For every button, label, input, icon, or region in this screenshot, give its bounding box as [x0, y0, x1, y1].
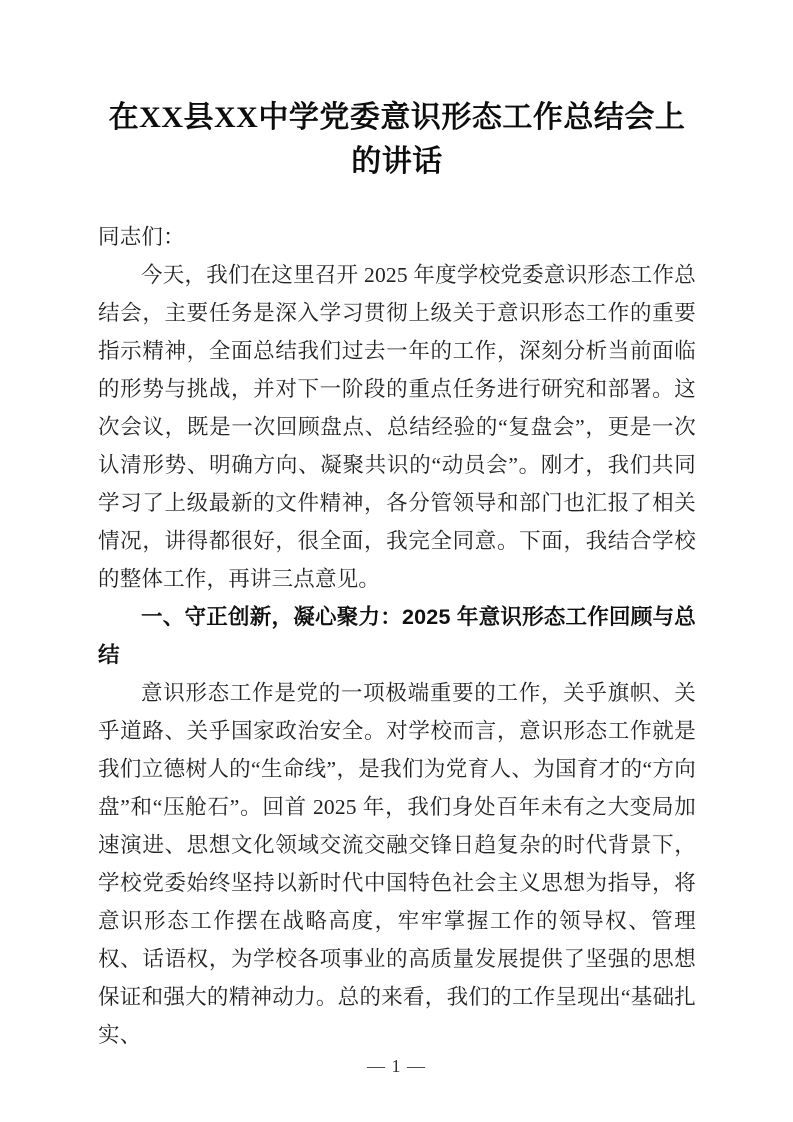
page-number-footer: — 1 — [367, 1056, 426, 1076]
paragraph-section-one-body: 意识形态工作是党的一项极端重要的工作，关乎旗帜、关乎道路、关乎国家政治安全。对学校而言，意识形态工作就是我们立德树人的“生命线”，是我们为党育人、为国育才的“方向盘”和“压舱石”。回首 2025 年，我们身处百年未有之大变局加速演进、思想文化领域交流交融交锋日趋复杂的时代背景下，学校党委始终坚持以新时代中国特色社会主义思想为指导，将意识形态工作摆在战略高度，牢牢掌握工作的领导权、管理权、话语权，为学校各项事业的高质量发展提供了坚强的思想保证和强大的精神动力。总的来看，我们的工作呈现出“基础扎实、 [98, 681, 696, 1047]
page-title: 在XX县XX中学党委意识形态工作总结会上的讲话 [108, 101, 686, 178]
salutation-line: 同志们： [98, 225, 185, 249]
section-heading-one: 一、守正创新，凝心聚力：2025 年意识形态工作回顾与总结 [98, 605, 696, 667]
paragraph-opening: 今天，我们在这里召开 2025 年度学校党委意识形态工作总结会，主要任务是深入学习贯彻上级关于意识形态工作的重要指示精神，全面总结我们过去一年的工作，深刻分析当前面临的形势与挑战，并对下一阶段的重点任务进行研究和部署。这次会议，既是一次回顾盘点、总结经验的“复盘会”，更是一次认清形势、明确方向、凝聚共识的“动员会”。刚才，我们共同学习了上级最新的文件精神，各分管领导和部门也汇报了相关情况，讲得都很好，很全面，我完全同意。下面，我结合学校的整体工作，再讲三点意见。 [98, 263, 696, 591]
document-content [98, 96, 696, 1054]
